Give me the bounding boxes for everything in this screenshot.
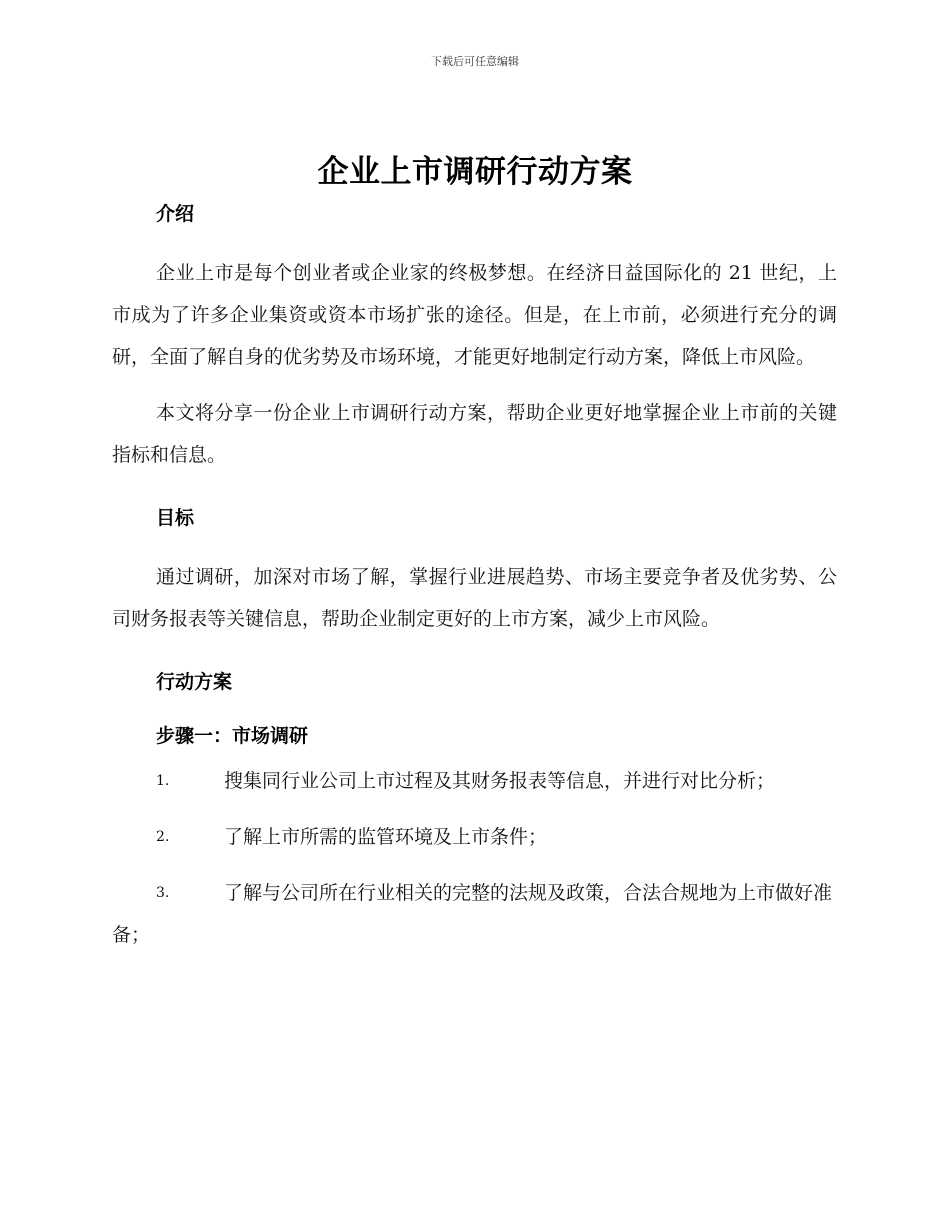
- list-item-number: 2.: [156, 829, 170, 845]
- goal-paragraph: 通过调研，加深对市场了解，掌握行业进展趋势、市场主要竞争者及优劣势、公司财务报表等关键信息，帮助企业制定更好的上市方案，减少上市风险。: [112, 566, 837, 630]
- list-item-text: 了解上市所需的监管环境及上市条件；: [224, 826, 548, 848]
- list-item-text: 搜集同行业公司上市过程及其财务报表等信息，并进行对比分析；: [224, 770, 776, 792]
- intro-paragraph-1: 企业上市是每个创业者或企业家的终极梦想。在经济日益国际化的 21 世纪，上市成为了许多企业集资或资本市场扩张的途径。但是，在上市前，必须进行充分的调研，全面了解自身的优劣势及市场环境，才能更好地制定行动方案，降低上市风险。: [112, 262, 837, 368]
- list-item: [112, 816, 837, 858]
- goal-heading: 目标: [156, 507, 195, 529]
- step1-heading: 步骤一：市场调研: [156, 725, 309, 747]
- plan-heading: 行动方案: [156, 671, 233, 693]
- document-title: 企业上市调研行动方案: [317, 154, 633, 190]
- intro-paragraph-2: 本文将分享一份企业上市调研行动方案，帮助企业更好地掌握企业上市前的关键指标和信息。: [112, 402, 837, 466]
- intro-heading: 介绍: [156, 203, 195, 225]
- document-body: [112, 202, 837, 956]
- header-note: 下载后可任意编辑: [431, 55, 519, 68]
- list-item: [112, 760, 837, 802]
- list-item-number: 1.: [156, 773, 170, 789]
- list-item: [112, 872, 837, 956]
- list-item-number: 3.: [156, 885, 170, 901]
- list-item-text: 了解与公司所在行业相关的完整的法规及政策，合法合规地为上市做好准备；: [112, 882, 833, 946]
